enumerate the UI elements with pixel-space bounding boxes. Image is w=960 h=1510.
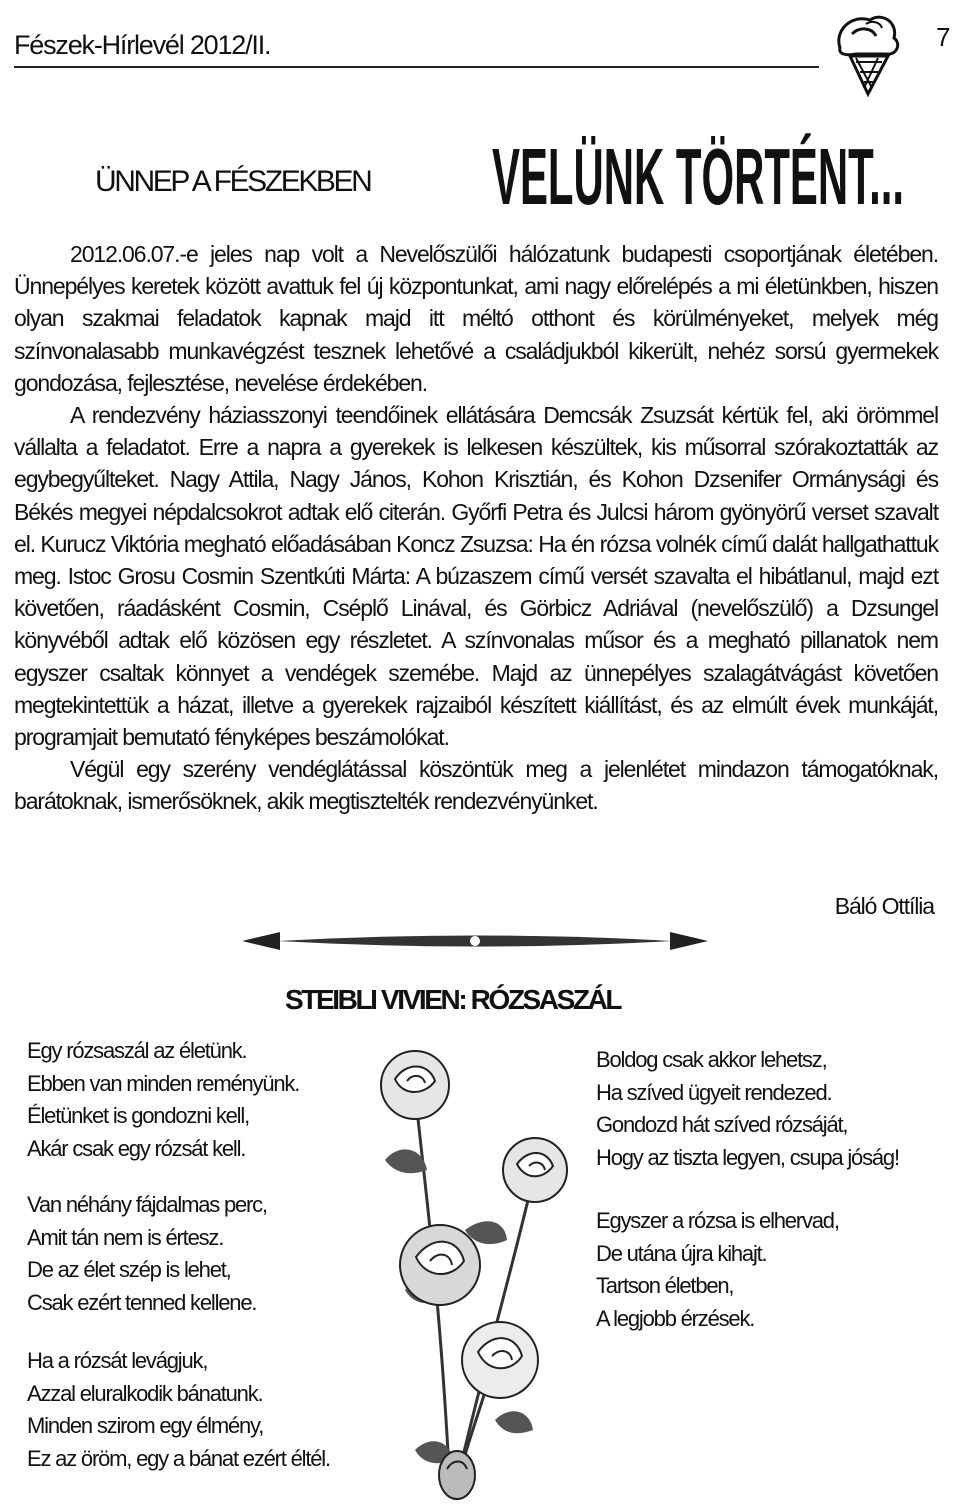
article-body xyxy=(14,238,938,818)
poem-title: STEIBLI VIVIEN: RÓZSASZÁL xyxy=(285,984,621,1015)
poem-line: Tartson életben, xyxy=(596,1273,734,1298)
arrow-divider-icon xyxy=(240,924,710,958)
poem-line: Ha a rózsát levágjuk, xyxy=(27,1348,208,1373)
newsletter-title: Fészek-Hírlevél 2012/II. xyxy=(14,30,271,60)
poem-stanza xyxy=(27,1035,299,1165)
poem-stanza xyxy=(596,1044,899,1174)
article-author: Báló Ottília xyxy=(834,893,934,919)
poem-stanza xyxy=(27,1345,330,1475)
page-number: 7 xyxy=(936,22,951,52)
poem-line: Minden szirom egy élmény, xyxy=(27,1413,264,1438)
poem-stanza xyxy=(596,1205,839,1335)
article-paragraph: A rendezvény háziasszonyi teendőinek ellátására Demcsák Zsuzsát kértük fel, aki örömmel vállalta a feladatot. Erre a napra a gyerekek is lelkesen készültek, kis műsorral szórakoztatták az egybegyűlteket. Nagy Attila, Nagy János, Kohon Krisztián, és Kohon Dzsenifer Ormánysági és Békés megyei népdalcsokrot adtak elő citerán. Győrfi Petra és Julcsi három gyönyörű verset szavalt el. Kurucz Viktória megható előadásában Koncz Zsuzsa: Ha én rózsa volnék című dalát hallgathattuk meg. Istoc Grosu Cosmin Szentkúti Márta: A búzaszem című versét szavalta el hibátlanul, majd ezt követően, ráadásként Cosmin, Cséplő Linával, és Görbicz Adriával (nevelőszülő) a Dzsungel könyvéből adtak elő közösen egy részletet. A színvonalas műsor és a megható pillanatok nem egyszer csaltak könnyet a vendégek szemébe. Majd az ünnepélyes szalagátvágást követően megtekintettük a házat, illetve a gyerekek rajzaiból készített kiállítást, és az elmúlt évek munkáját, programjait bemutató fényképes beszámolókat. xyxy=(14,402,938,751)
poem-line: Azzal eluralkodik bánatunk. xyxy=(27,1380,263,1406)
intro-text: -e jeles nap volt a Nevelőszülői hálózatunk budapesti csoportjának életében. xyxy=(179,241,938,267)
poem-line: Boldog csak akkor lehetsz, xyxy=(596,1047,827,1072)
poem-line: De utána újra kihajt. xyxy=(596,1240,767,1266)
banner-text: VELÜNK TÖRTÉNT... xyxy=(492,132,904,218)
poem-line: Egy rózsaszál az életünk. xyxy=(27,1038,247,1063)
poem-line: Hogy az tiszta legyen, csupa jóság! xyxy=(596,1144,899,1170)
poem-line: A legjobb érzések. xyxy=(596,1305,755,1331)
velunk-tortent-banner xyxy=(488,128,908,218)
poem-line: Csak ezért tenned kellene. xyxy=(27,1289,257,1315)
header-rule xyxy=(14,66,819,68)
poem-line: Életünket is gondozni kell, xyxy=(27,1103,249,1128)
poem-line: De az élet szép is lehet, xyxy=(27,1257,231,1282)
poem-line: Gondozd hát szíved rózsáját, xyxy=(596,1112,848,1137)
roses-illustration xyxy=(345,1030,595,1500)
poem-line: Amit tán nem is értesz. xyxy=(27,1224,224,1250)
poem-line: Ha szíved ügyeit rendezed. xyxy=(596,1079,832,1105)
poem-line: Egyszer a rózsa is elhervad, xyxy=(596,1208,839,1233)
section-title: ÜNNEP A FÉSZEKBEN xyxy=(95,165,371,198)
article-intro xyxy=(14,238,938,399)
poem-line: Ebben van minden reményünk. xyxy=(27,1070,300,1096)
poem-line: Van néhány fájdalmas perc, xyxy=(27,1192,267,1217)
article-paragraph: Végül egy szerény vendéglátással köszöntük meg a jelenlétet mindazon támogatóknak, barátoknak, ismerősöknek, akik megtisztelték rendezvényünket. xyxy=(14,756,938,815)
poem-line: Ez az öröm, egy a bánat ezért éltél. xyxy=(27,1445,330,1471)
ice-cream-logo-icon xyxy=(826,8,906,98)
poem-line: Akár csak egy rózsát kell. xyxy=(27,1135,246,1161)
article-paragraph: Ünnepélyes keretek között avattuk fel új központunkat, ami nagy előrelépés a mi életünkben, hiszen olyan szakmai feladatok kapnak majd itt méltó otthont és körülményeket, melyek még színvonalasabb munkavégzést tesznek lehetővé a családjukból kikerült, nehéz sorsú gyermekek gondozása, fejlesztése, nevelése érdekében. xyxy=(14,273,938,396)
poem-stanza xyxy=(27,1189,267,1319)
event-date: 2012.06.07. xyxy=(70,241,180,267)
